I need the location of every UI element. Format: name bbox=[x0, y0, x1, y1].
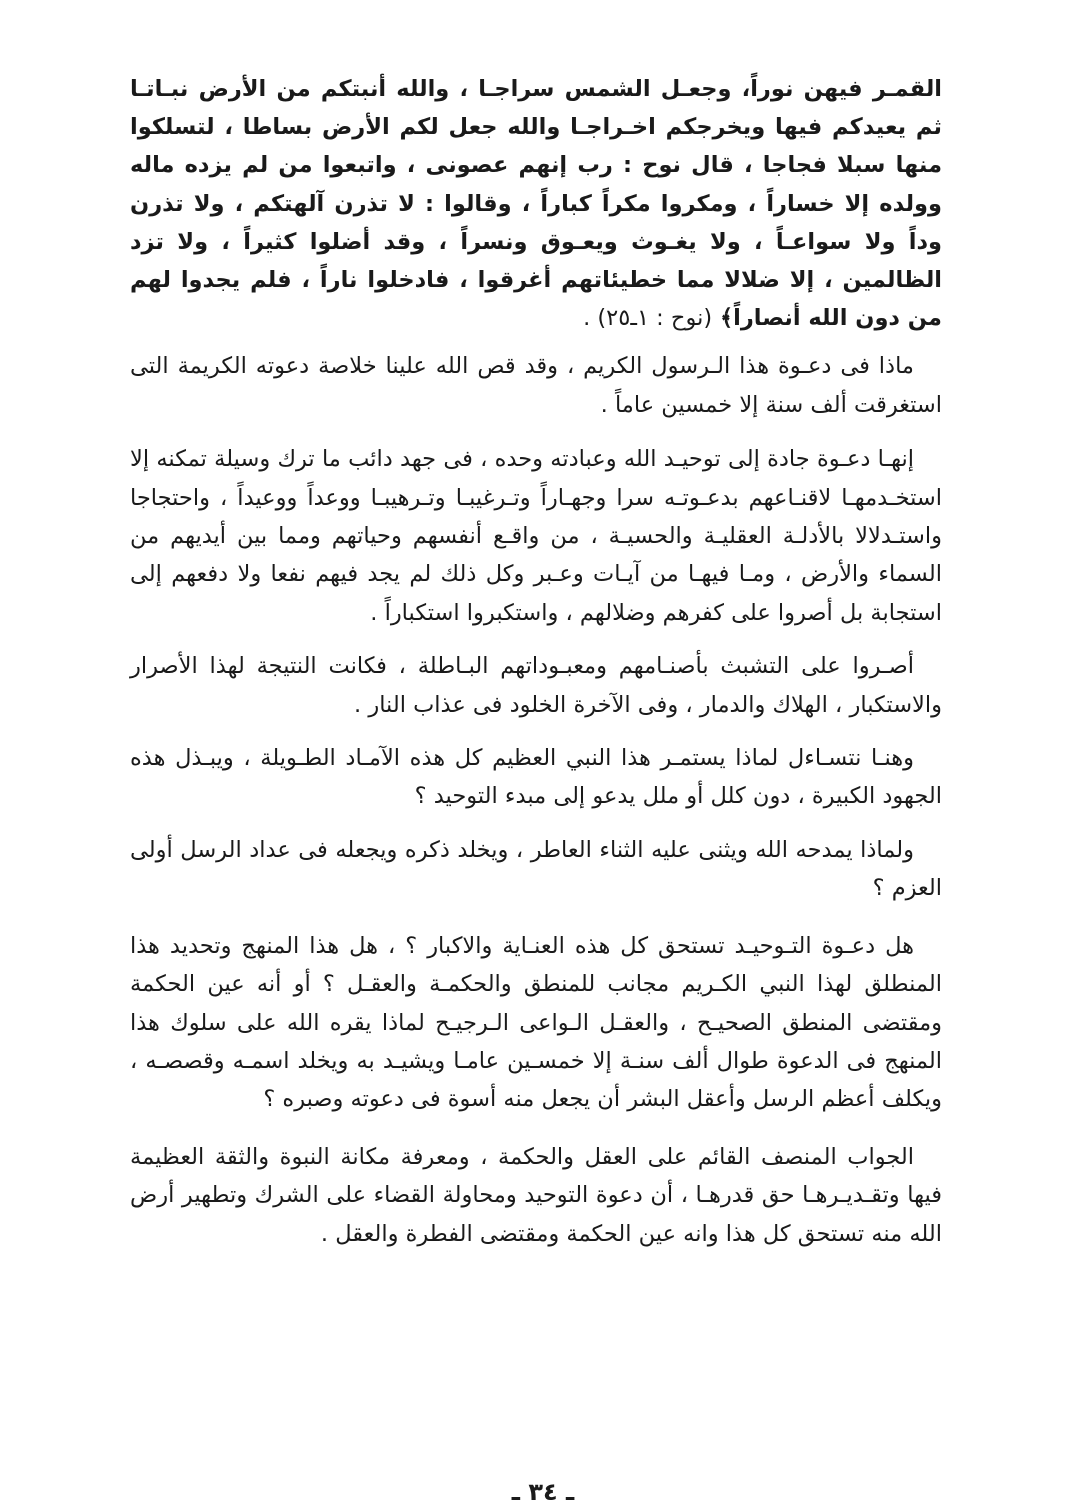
paragraph-2: إنهـا دعـوة جادة إلى توحيـد الله وعبادته وحده ، فى جهد دائب ما ترك وسيلة تمكنه إلا استخـدمهـا لاقنـاعهم بدعـوتـه سرا وجهـاراً وتـرغيبـا وتـرهيبـا ووعداً ووعيداً ، واحتجاجا واستـدلالا بالأدلـة العقليـة والحسيـة ، من واقـع أنفسهم وحياتهم ومما بين أيديهم من السماء والأرض ، ومـا فيهـا من آيـات وعـبر وكل ذلك لم يجد فيهم نفعا ولا دفعهم إلى استجابة بل أصروا على كفرهم وضلالهم ، واستكبروا استكباراً . bbox=[130, 446, 942, 626]
quran-verse-text: القمـر فيهن نوراً، وجعـل الشمس سراجـا ، والله أنبتكم من الأرض نبـاتـا ثم يعيدكم فيها ويخرجكم اخـراجـا والله جعل لكم الأرض بساطا ، لتسلكوا منها سبلا فجاجا ، قال نوح : رب إنهم عصونى ، واتبعوا من لم يزده ماله وولده إلا خساراً ، ومكروا مكراً كباراً ، وقالوا : لا تذرن آلهتكم ، ولا تذرن وداً ولا سواعـاً ، ولا يغـوث ويعـوق ونسراً ، وقد أضلوا كثيراً ، ولا تزد الظالمين ، إلا ضلالا مما خطيئاتهم أغرقوا ، فادخلوا ناراً ، فلم يجدوا لهم من دون الله أنصاراً﴾ bbox=[130, 76, 942, 332]
paragraph-5: ولماذا يمدحه الله ويثنى عليه الثناء العاطر ، ويخلد ذكره ويجعله فى عداد الرسل أولى العزم ؟ bbox=[130, 836, 942, 902]
paragraph-3: أصـروا على التشبث بأصنـامهم ومعبـوداتهم البـاطلة ، فكانت النتيجة لهذا الأصرار والاستكبار ، الهلاك والدمار ، وفى الآخرة الخلود فى عذاب النار . bbox=[130, 653, 942, 718]
quran-passage bbox=[130, 70, 942, 337]
paragraph-7: الجواب المنصف القائم على العقل والحكمة ، ومعرفة مكانة النبوة والثقة العظيمة فيها وتقـديـرهـا حق قدرهـا ، أن دعوة التوحيد ومحاولة القضاء على الشرك وتطهير أرض الله منه تستحق كل هذا وانه عين الحكمة ومقتضى الفطرة والعقل . bbox=[130, 1143, 942, 1247]
paragraph-4: وهنـا نتسـاءل لماذا يستمـر هذا النبي العظيم كل هذه الآمـاد الطـويلة ، ويبـذل هذه الجهود الكبيرة ، دون كلل أو ملل يدعو إلى مبدء التوحيد ؟ bbox=[130, 745, 942, 810]
page-body bbox=[130, 70, 942, 1253]
paragraph-6: هل دعـوة التـوحيـد تستحق كل هذه العنـاية والاكبار ؟ ، هل هذا المنهج وتحديد هذا المنطلق لهذا النبي الكـريم مجانب للمنطق والحكمـة والعقـل ؟ أو أنه عين الحكمة ومقتضى المنطق الصحيـح ، والعقـل الـواعى الـرجيـح لماذا يقره الله على سلوك هذا المنهج فى الدعوة طوال ألف سنـة إلا خمسـين عامـا ويشيـد به ويخلد اسمـه وقصصـه ، ويكلف أعظم الرسل وأعقل البشر أن يجعل منه أسوة فى دعوته وصبره ؟ bbox=[130, 932, 942, 1113]
paragraph-1: ماذا فى دعـوة هذا الـرسول الكريم ، وقد قص الله علينا خلاصة دعوته الكريمة التى استغرقت ألف سنة إلا خمسين عاماً . bbox=[130, 353, 942, 418]
verse-reference: (نوح : ١ـ٢٥) . bbox=[583, 305, 713, 332]
page-number: ـ ٣٤ ـ bbox=[511, 1478, 575, 1506]
